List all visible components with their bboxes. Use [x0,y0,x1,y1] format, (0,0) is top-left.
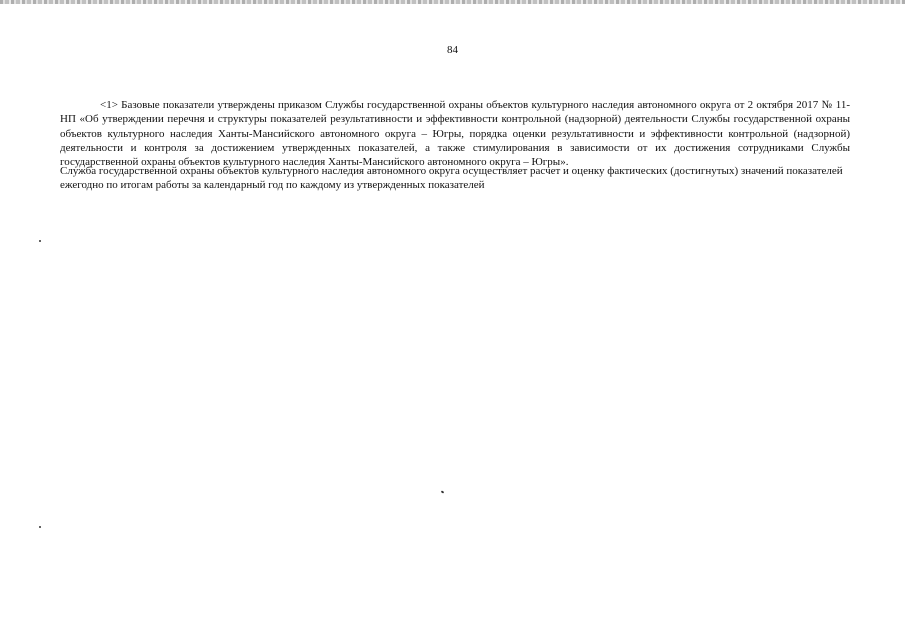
scan-speck [39,240,41,242]
footnote-paragraph-1: <1> Базовые показатели утверждены приказом Службы государственной охраны объектов культурного наследия автономного округа от 2 октября 2017 № 11-НП «Об утверждении перечня и структуры показателей результативности и эффективности контрольной (надзорной) деятельности Службы государственной охраны объектов культурного наследия Ханты-Мансийского автономного округа – Югры, порядка оценки результативности и эффективности контрольной (надзорной) деятельности и контроля за достижением утвержденных показателей, а также стимулирования в зависимости от их достижения сотрудниками Службы государственной охраны объектов культурного наследия Ханты-Мансийского автономного округа – Югры». [60,99,850,169]
page-number: 84 [447,44,458,56]
scan-speck [39,526,41,528]
scan-speck [441,490,445,493]
scan-edge-artifact [0,0,905,4]
footnote-paragraph-2: Служба государственной охраны объектов культурного наследия автономного округа осуществляет расчет и оценку фактических (достигнутых) значений показателей ежегодно по итогам работы за календарный год по каждому из утвержденных показателей [60,165,843,192]
